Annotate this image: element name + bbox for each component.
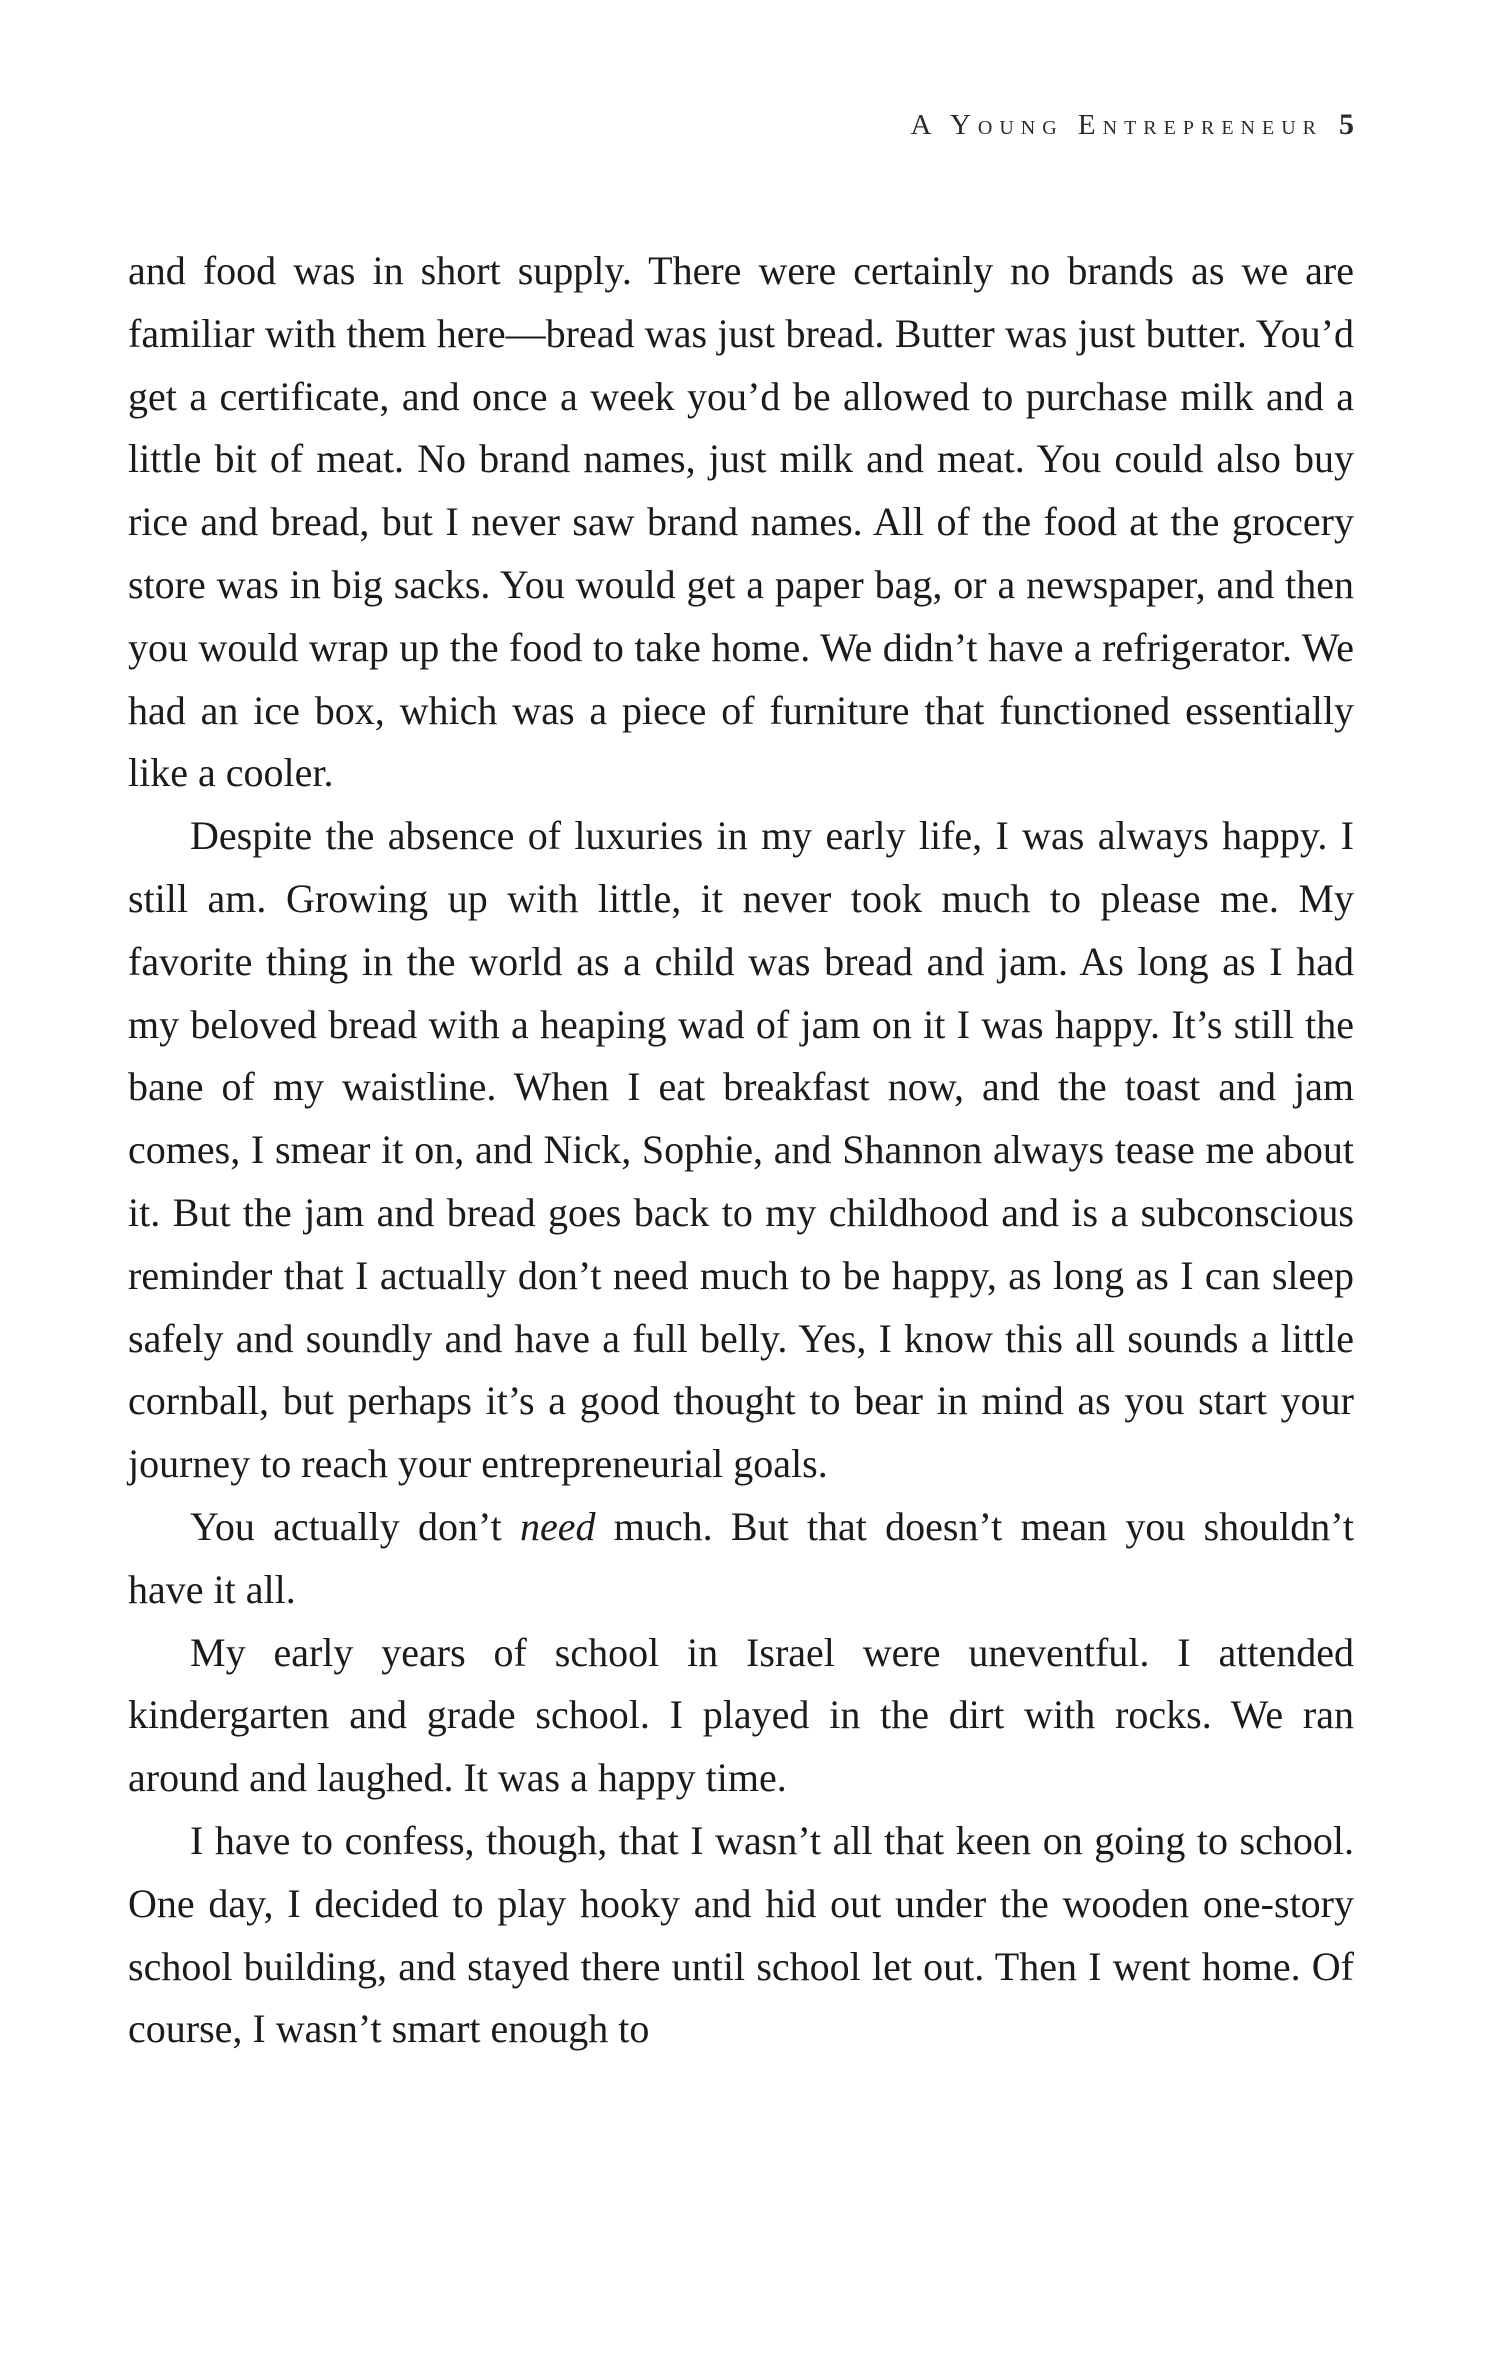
paragraph-text: much. But that doesn’t mean you shouldn’t have it all. (128, 1503, 1354, 1612)
body-paragraph: My early years of school in Israel were uneventful. I attended kindergarten and grade school. I played in the dirt with rocks. We ran around and laughed. It was a happy time. (128, 1629, 1354, 1801)
page-number: 5 (1339, 108, 1354, 141)
body-paragraph: Despite the absence of luxuries in my early life, I was always happy. I still am. Growing up with little, it never took much to please me. My favorite thing in the world as a child was bread and jam. As long as I had my beloved bread with a heaping wad of jam on it I was happy. It’s still the bane of my waistline. When I eat breakfast now, and the toast and jam comes, I smear it on, and Nick, Sophie, and Shannon always tease me about it. But the jam and bread goes back to my childhood and is a subconscious reminder that I actually don’t need much to be happy, as long as I can sleep safely and soundly and have a full belly. Yes, I know this all sounds a little cornball, but perhaps it’s a good thought to bear in mind as you start your journey to reach your entrepreneurial goals. (128, 813, 1354, 1487)
paragraph-text: You actually don’t (190, 1503, 520, 1549)
running-header (128, 108, 1354, 142)
running-header-title: A Young Entrepreneur (910, 109, 1323, 141)
italic-word: need (519, 1503, 596, 1549)
body-paragraph: I have to confess, though, that I wasn’t all that keen on going to school. One day, I decided to play hooky and hid out under the wooden one-story school building, and stayed there until school let out. Then I went home. Of course, I wasn’t smart enough to (128, 1817, 1354, 2052)
page-body (128, 240, 1354, 2061)
body-paragraph: and food was in short supply. There were certainly no brands as we are familiar with them here—bread was just bread. Butter was just butter. You’d get a certificate, and once a week you’d be allowed to purchase milk and a little bit of meat. No brand names, just milk and meat. You could also buy rice and bread, but I never saw brand names. All of the food at the grocery store was in big sacks. You would get a paper bag, or a newspaper, and then you would wrap up the food to take home. We didn’t have a refrigerator. We had an ice box, which was a piece of furniture that functioned essentially like a cooler. (128, 248, 1354, 796)
body-paragraph (128, 1496, 1354, 1622)
